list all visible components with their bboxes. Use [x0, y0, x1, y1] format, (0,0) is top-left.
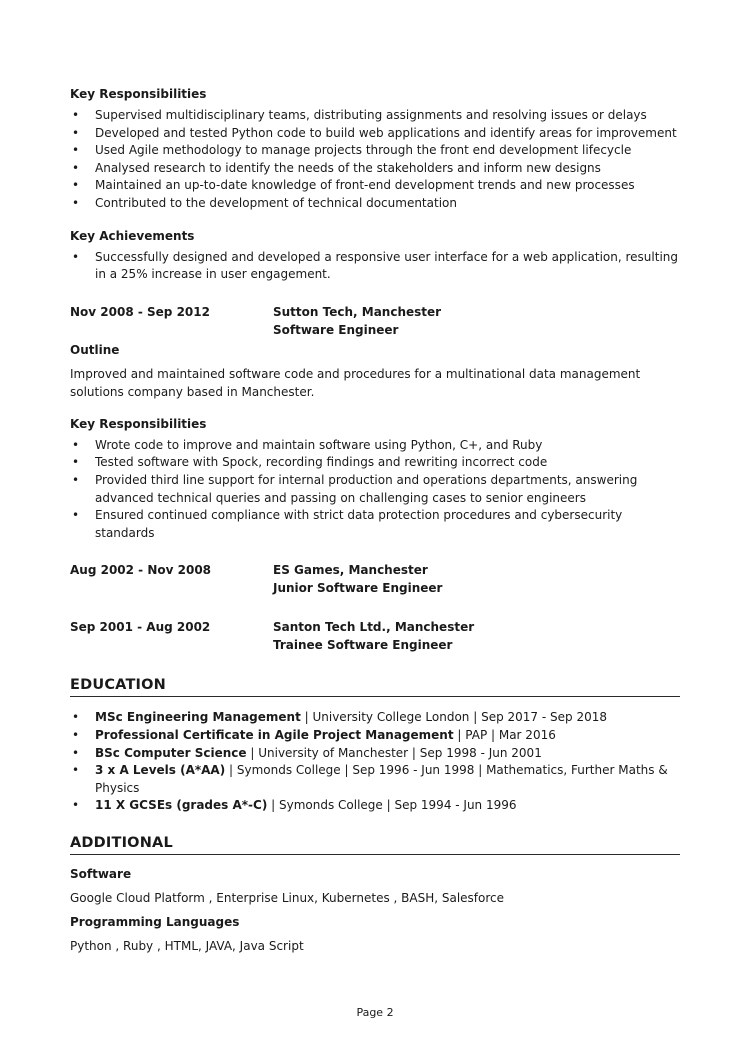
- list-item: • 3 x A Levels (A*AA) | Symonds College | Sep 1996 - Jun 1998 | Mathematics, Further Maths & Physics: [70, 762, 680, 797]
- software-list: Google Cloud Platform , Enterprise Linux, Kubernetes , BASH, Salesforce: [70, 890, 505, 905]
- job-title: Software Engineer: [273, 322, 399, 337]
- job-outline: Improved and maintained software code and procedures for a multinational data management solutions company based in Manchester.: [70, 366, 641, 399]
- job-company: ES Games, Manchester: [273, 563, 428, 578]
- job-title: Junior Software Engineer: [273, 581, 443, 596]
- education-list: [70, 709, 680, 815]
- key-responsibilities-label: Key Responsibilities: [70, 87, 207, 101]
- education-heading: EDUCATION: [70, 677, 680, 697]
- programming-languages-label: Programming Languages: [70, 914, 240, 929]
- list-item: • Successfully designed and developed a responsive user interface for a web application, resulting in a 25% increase in user engagement.: [70, 249, 680, 284]
- list-item: • Analysed research to identify the needs of the stakeholders and inform new designs: [70, 160, 680, 178]
- list-item: • Professional Certificate in Agile Project Management | PAP | Mar 2016: [70, 727, 680, 745]
- list-item: • BSc Computer Science | University of Manchester | Sep 1998 - Jun 2001: [70, 745, 680, 763]
- page-number: Page 2: [356, 1006, 394, 1019]
- list-item: • Used Agile methodology to manage projects through the front end development lifecycle: [70, 142, 680, 160]
- achievements-list: [70, 249, 680, 284]
- job-company: Sutton Tech, Manchester: [273, 304, 442, 319]
- responsibilities-list: [70, 107, 680, 213]
- list-item: • Developed and tested Python code to build web applications and identify areas for improvement: [70, 125, 680, 143]
- list-item: • Maintained an up-to-date knowledge of front-end development trends and new processes: [70, 177, 680, 195]
- key-achievements-label: Key Achievements: [70, 228, 195, 243]
- list-item: • Supervised multidisciplinary teams, distributing assignments and resolving issues or delays: [70, 107, 680, 125]
- list-item: • Contributed to the development of technical documentation: [70, 195, 680, 213]
- cv-page-2: [70, 86, 680, 955]
- list-item: • Tested software with Spock, recording findings and rewriting incorrect code: [70, 454, 680, 472]
- list-item: • MSc Engineering Management | University College London | Sep 2017 - Sep 2018: [70, 709, 680, 727]
- key-responsibilities-label: Key Responsibilities: [70, 416, 207, 431]
- list-item: • Ensured continued compliance with strict data protection procedures and cybersecurity standards: [70, 507, 680, 542]
- software-label: Software: [70, 866, 132, 881]
- list-item: • 11 X GCSEs (grades A*-C) | Symonds College | Sep 1994 - Jun 1996: [70, 797, 680, 815]
- job-title: Trainee Software Engineer: [273, 638, 453, 653]
- additional-heading: ADDITIONAL: [70, 835, 680, 855]
- list-item: • Provided third line support for internal production and operations departments, answering advanced technical queries and passing on challenging cases to senior engineers: [70, 472, 680, 507]
- outline-label: Outline: [70, 342, 120, 357]
- job-company: Santon Tech Ltd., Manchester: [273, 620, 475, 635]
- job-header-santon: [70, 618, 680, 654]
- job-dates: Nov 2008 - Sep 2012: [70, 304, 210, 319]
- programming-languages-list: Python , Ruby , HTML, JAVA, Java Script: [70, 938, 304, 953]
- responsibilities-list: [70, 437, 680, 543]
- job-header-sutton: [70, 303, 680, 339]
- job-dates: Aug 2002 - Nov 2008: [70, 563, 212, 578]
- job-header-es-games: [70, 561, 680, 597]
- job-dates: Sep 2001 - Aug 2002: [70, 620, 211, 635]
- list-item: • Wrote code to improve and maintain software using Python, C+, and Ruby: [70, 437, 680, 455]
